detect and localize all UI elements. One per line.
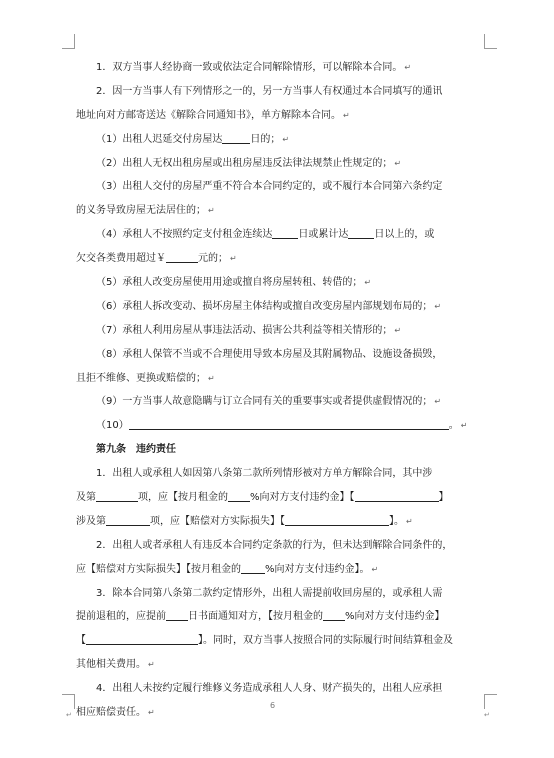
text-line: 其他相关费用。 ↵ <box>76 659 155 671</box>
text-line: （6）承租人拆改变动、损坏房屋主体结构或擅自改变房屋内部规划布局的； ↵ <box>96 300 442 312</box>
page-content <box>76 56 484 725</box>
text-line: 且拒不维修、更换或赔偿的； ↵ <box>76 372 215 384</box>
fill-blank[interactable] <box>166 251 198 263</box>
text-line: （8）承租人保管不当或不合理使用导致本房屋及其附属物品、设施设备损毁， <box>96 348 443 360</box>
fill-blank[interactable] <box>166 609 188 621</box>
text-line: 欠交各类费用超过￥ 元的； ↵ <box>76 253 237 265</box>
text-line: 1．双方当事人经协商一致或依法定合同解除情形，可以解除本合同。 ↵ <box>96 62 412 73</box>
text-line: 3．除本合同第八条第二款约定情形外，出租人需提前收回房屋的，或承租人需 <box>96 587 443 599</box>
fill-blank[interactable] <box>355 490 439 502</box>
text-line: 及第 项，应【按月租金的 %向对方支付违约金】【 】 <box>76 492 449 504</box>
fill-blank[interactable] <box>96 490 138 502</box>
text-line: 涉及第 项，应【赔偿对方实际损失】【 】。 ↵ <box>76 515 413 527</box>
paragraph-mark: ↵ <box>66 711 72 719</box>
text-line: （2）出租人无权出租房屋或出租房屋违反法律法规禁止性规定的； ↵ <box>96 157 402 169</box>
section-heading: 第九条 违约责任 <box>96 444 176 456</box>
text-line: 地址向对方邮寄送达《解除合同通知书》，单方解除本合同。 ↵ <box>76 109 350 121</box>
fill-blank[interactable] <box>86 633 198 645</box>
fill-blank[interactable] <box>106 514 150 526</box>
page-number: 6 <box>270 701 276 710</box>
text-line: 提前退租的，应提前 日书面通知对方，【按月租金的 %向对方支付违约金】 <box>76 611 445 623</box>
fill-blank[interactable] <box>222 132 250 144</box>
crop-mark-top-right <box>484 34 497 49</box>
fill-blank[interactable] <box>228 490 250 502</box>
fill-blank[interactable] <box>348 227 374 239</box>
text-line: 4．出租人未按约定履行维修义务造成承租人人身、财产损失的，出租人应承担 <box>96 683 443 695</box>
text-line: （1）出租人迟延交付房屋达 日的； ↵ <box>96 133 290 145</box>
text-line: （4）承租人不按照约定支付租金连续达 日或累计达 日以上的，或 <box>96 229 435 241</box>
text-line: 2．因一方当事人有下列情形之一的，另一方当事人有权通过本合同填写的通讯 <box>96 85 443 97</box>
text-line: （9）一方当事人故意隐瞒与订立合同有关的重要事实或者提供虚假情况的； ↵ <box>96 396 442 408</box>
text-line: （3）出租人交付的房屋严重不符合本合同约定的，或不履行本合同第六条约定 <box>96 181 443 193</box>
crop-mark-top-left <box>62 34 75 49</box>
text-line: （5）承租人改变房屋使用用途或擅自将房屋转租、转借的； ↵ <box>96 277 372 289</box>
text-line: 1．出租人或承租人如因第八条第二款所列情形被对方单方解除合同，其中涉 <box>96 468 433 480</box>
fill-blank[interactable] <box>323 609 345 621</box>
text-line: 相应赔偿责任。 ↵ <box>76 707 155 719</box>
paragraph-mark: ↵ <box>484 711 490 719</box>
fill-blank[interactable] <box>272 227 298 239</box>
text-line: 的义务导致房屋无法居住的； ↵ <box>76 205 215 217</box>
text-line: 2．出租人或者承租人有违反本合同约定条款的行为，但未达到解除合同条件的， <box>96 539 453 551</box>
crop-mark-bottom-left <box>62 694 75 709</box>
fill-blank[interactable] <box>285 514 389 526</box>
text-line: （7）承租人利用房屋从事违法活动、损害公共利益等相关情形的； ↵ <box>96 324 402 336</box>
text-line: 【 】。同时，双方当事人按照合同的实际履行时间结算租金及 <box>76 635 453 647</box>
fill-blank[interactable] <box>241 562 265 574</box>
text-line: （10） 。 ↵ <box>96 420 468 432</box>
fill-blank[interactable] <box>129 418 449 430</box>
text-line: 应【赔偿对方实际损失】【按月租金的 %向对方支付违约金】。 ↵ <box>76 563 379 575</box>
crop-mark-bottom-right <box>484 694 497 709</box>
